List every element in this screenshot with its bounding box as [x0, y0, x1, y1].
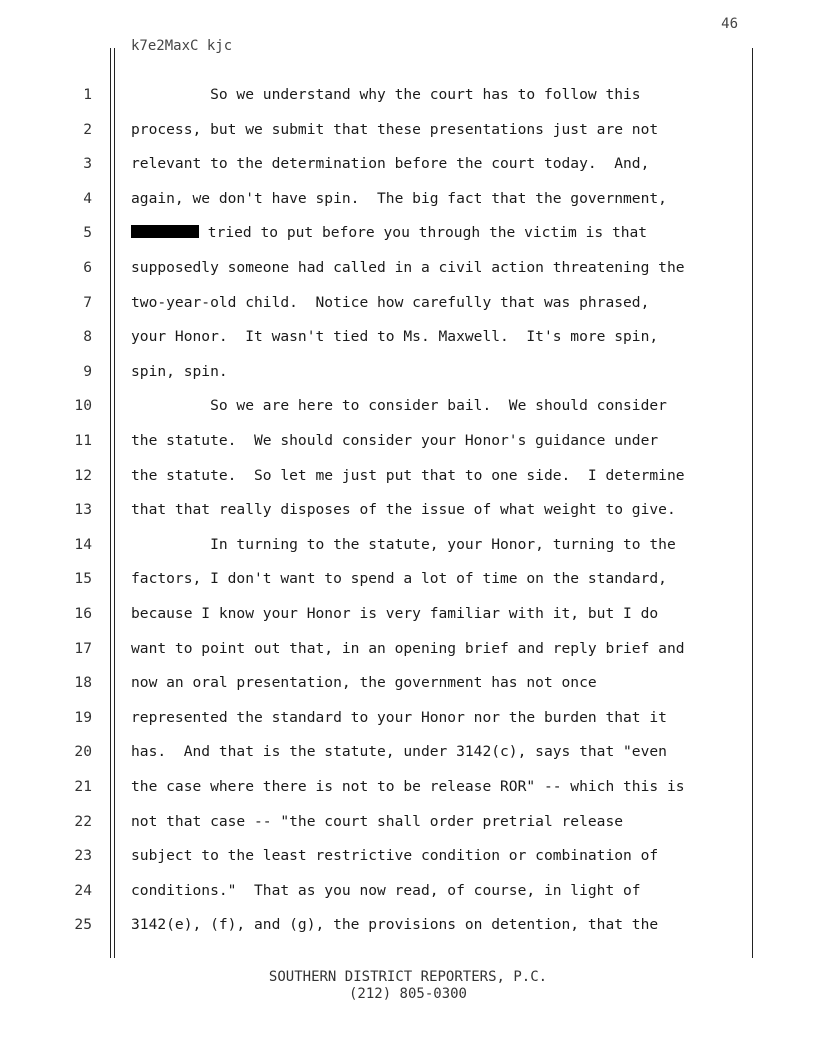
- line-number: 10: [74, 397, 92, 415]
- line-number: 12: [74, 466, 92, 484]
- line-number: 9: [83, 362, 92, 380]
- line-text: subject to the least restrictive condition or combination of: [131, 847, 659, 865]
- transcript-line: [0, 568, 816, 590]
- line-text: again, we don't have spin. The big fact that the government,: [131, 189, 667, 207]
- line-text: not that case -- "the court shall order pretrial release: [131, 812, 624, 830]
- line-number: 25: [74, 916, 92, 934]
- transcript-line: [0, 914, 816, 936]
- line-number: 7: [83, 293, 92, 311]
- redaction-bar: [131, 225, 199, 238]
- transcript-line: [0, 119, 816, 141]
- transcript-line: [0, 430, 816, 452]
- line-number: 21: [74, 778, 92, 795]
- line-text: supposedly someone had called in a civil action threatening the: [131, 259, 685, 276]
- line-number: 16: [74, 605, 92, 622]
- line-number: 24: [74, 881, 92, 899]
- line-text: process, but we submit that these presentations just are not: [131, 120, 659, 138]
- line-number: 19: [74, 708, 92, 726]
- transcript-line: [0, 534, 816, 556]
- line-text: your Honor. It wasn't tied to Ms. Maxwell. It's more spin,: [131, 328, 659, 346]
- transcript-header: k7e2MaxC kjc: [131, 38, 233, 54]
- line-number: 1: [83, 86, 92, 103]
- transcript-line: [0, 776, 816, 798]
- reporter-phone: (212) 805-0300: [348, 986, 467, 1002]
- line-number: 13: [74, 501, 92, 519]
- transcript-line: [0, 188, 816, 210]
- line-text: the statute. We should consider your Honor's guidance under: [131, 432, 659, 449]
- transcript-line: [0, 222, 816, 244]
- line-text: conditions." That as you now read, of course, in light of: [131, 881, 641, 899]
- line-number: 18: [74, 674, 92, 692]
- transcript-line: [0, 395, 816, 417]
- transcript-line: [0, 153, 816, 175]
- line-text: relevant to the determination before the court today. And,: [131, 155, 650, 173]
- line-text: the case where there is not to be release ROR" -- which this is: [131, 778, 685, 795]
- transcript-line: [0, 811, 816, 833]
- footer: [0, 969, 816, 1003]
- line-text: So we understand why the court has to follow this: [131, 86, 641, 103]
- line-text: So we are here to consider bail. We should consider: [131, 397, 667, 415]
- transcript-line: [0, 880, 816, 902]
- transcript-line: [0, 603, 816, 625]
- line-number: 22: [74, 812, 92, 830]
- line-text: represented the standard to your Honor nor the burden that it: [131, 708, 667, 726]
- transcript-line: [0, 845, 816, 867]
- line-number: 3: [83, 155, 92, 173]
- transcript-line: [0, 84, 816, 106]
- line-text: because I know your Honor is very familiar with it, but I do: [131, 605, 659, 622]
- line-text-after-redaction: tried to put before you through the victim is that: [199, 224, 648, 242]
- line-number: 23: [74, 847, 92, 865]
- line-text: [131, 222, 647, 244]
- transcript-line: [0, 326, 816, 348]
- line-text: the statute. So let me just put that to one side. I determine: [131, 466, 685, 484]
- transcript-line: [0, 499, 816, 521]
- transcript-line: [0, 707, 816, 729]
- line-text: factors, I don't want to spend a lot of time on the standard,: [131, 570, 667, 588]
- transcript-line: [0, 638, 816, 660]
- line-number: 15: [74, 570, 92, 588]
- line-text: has. And that is the statute, under 3142(c), says that "even: [131, 743, 667, 761]
- transcript-line: [0, 292, 816, 314]
- line-text: that that really disposes of the issue of what weight to give.: [131, 501, 676, 519]
- line-text: want to point out that, in an opening brief and reply brief and: [131, 639, 685, 657]
- line-number: 11: [74, 432, 92, 449]
- transcript-line: [0, 465, 816, 487]
- transcript-line: [0, 672, 816, 694]
- line-number: 14: [74, 535, 92, 553]
- line-text: now an oral presentation, the government has not once: [131, 674, 597, 692]
- page-number: 46: [721, 16, 738, 32]
- line-text: In turning to the statute, your Honor, turning to the: [131, 535, 676, 553]
- line-number: 2: [83, 120, 92, 138]
- line-text: 3142(e), (f), and (g), the provisions on detention, that the: [131, 916, 659, 934]
- line-text: two-year-old child. Notice how carefully that was phrased,: [131, 293, 650, 311]
- line-text: spin, spin.: [131, 362, 228, 380]
- line-number: 20: [74, 743, 92, 761]
- line-number: 4: [83, 189, 92, 207]
- transcript-line: [0, 741, 816, 763]
- line-number: 5: [83, 224, 92, 242]
- line-number: 17: [74, 639, 92, 657]
- transcript-line: [0, 257, 816, 279]
- transcript-line: [0, 361, 816, 383]
- line-number: 6: [83, 259, 92, 276]
- line-number: 8: [83, 328, 92, 346]
- reporter-name: SOUTHERN DISTRICT REPORTERS, P.C.: [268, 969, 548, 985]
